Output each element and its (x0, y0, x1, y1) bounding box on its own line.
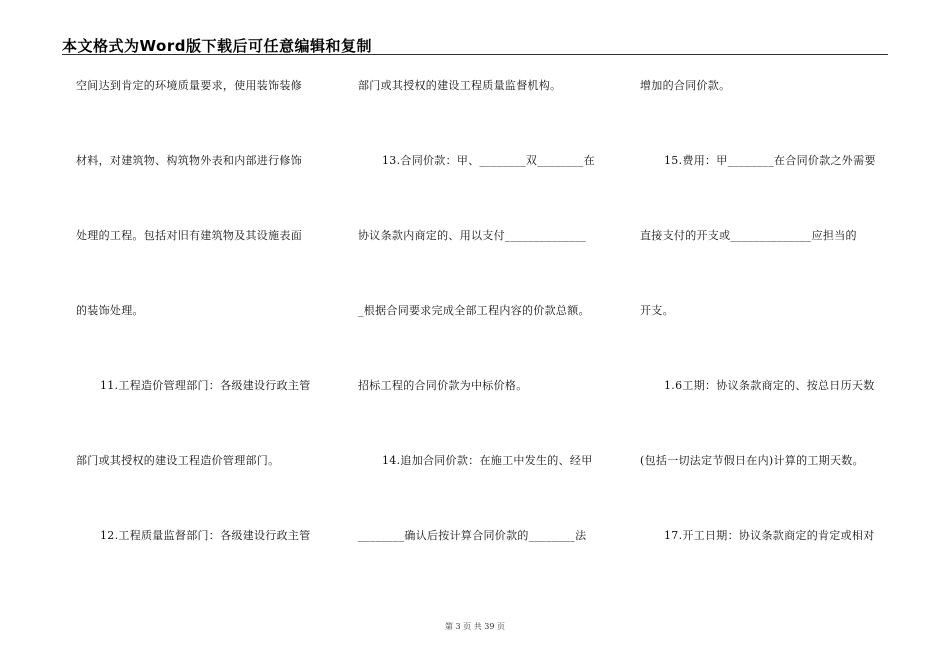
text-line-item-12: 12.工程质量监督部门：各级建设行政主管 (100, 529, 311, 542)
text-line-item-16: 1.6工期：协议条款商定的、按总日历天数 (664, 379, 875, 392)
text-line: ________确认后按计算合同价款的________法 (358, 529, 587, 542)
text-line: 协议条款内商定的、用以支付______________ (358, 229, 587, 242)
text-line-item-17: 17.开工日期：协议条款商定的肯定或相对 (664, 529, 875, 542)
text-column-1 (76, 76, 326, 601)
page-number: 第 3 页 共 39 页 (445, 622, 505, 631)
text-line: 开支。 (640, 304, 674, 317)
text-line: 部门或其授权的建设工程造价管理部门。 (76, 454, 280, 467)
text-line-item-13: 13.合同价款：甲、________双________在 (382, 154, 595, 167)
text-column-2 (358, 76, 608, 601)
text-line: 部门或其授权的建设工程质量监督机构。 (358, 79, 562, 92)
text-line: _根据合同要求完成全部工程内容的价款总额。 (358, 304, 590, 317)
text-line: (包括一切法定节假日在内)计算的工期天数。 (640, 454, 864, 467)
text-column-3 (640, 76, 890, 601)
header-divider (62, 54, 888, 55)
text-line-item-15: 15.费用：甲________在合同价款之外需要 (664, 154, 876, 167)
text-line: 增加的合同价款。 (640, 79, 731, 92)
text-line: 直接支付的开支或______________应担当的 (640, 229, 857, 242)
text-line: 的装饰处理。 (76, 304, 144, 317)
text-line: 空间达到肯定的环境质量要求，使用装饰装修 (76, 79, 302, 92)
text-line: 招标工程的合同价款为中标价格。 (358, 379, 528, 392)
text-line: 材料，对建筑物、构筑物外表和内部进行修饰 (76, 154, 302, 167)
text-line-item-14: 14.追加合同价款：在施工中发生的、经甲 (382, 454, 593, 467)
document-header-title: 本文格式为Word版下载后可任意编辑和复制 (62, 37, 372, 55)
text-line: 处理的工程。包括对旧有建筑物及其设施表面 (76, 229, 302, 242)
text-line-item-11: 11.工程造价管理部门：各级建设行政主管 (100, 379, 311, 392)
